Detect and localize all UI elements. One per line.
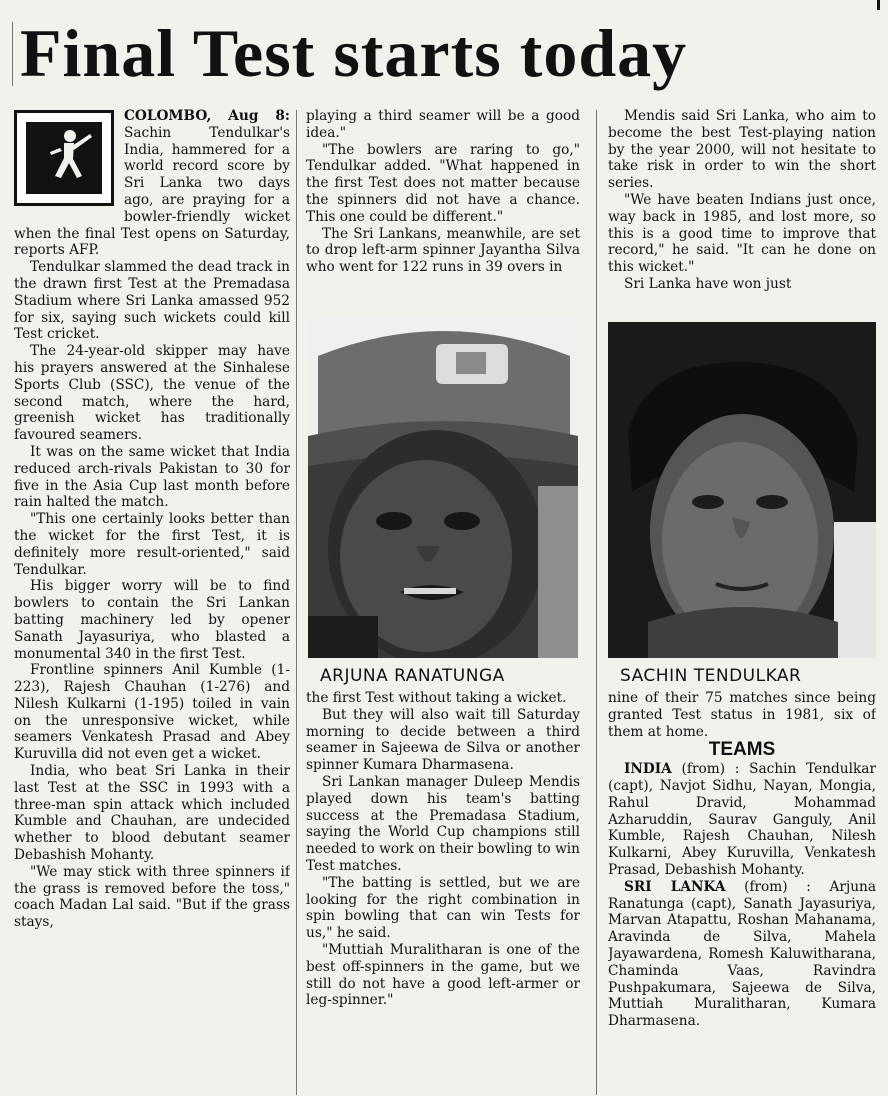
photo-arjuna-ranatunga bbox=[308, 316, 578, 658]
column-2-bottom bbox=[306, 690, 580, 1092]
article-paragraph: "The bowlers are raring to go," Tendulkar added. "What happened in the first Test does not matter because the spinners did not have a chance. This one could be different." bbox=[306, 141, 580, 225]
article-paragraph: "This one certainly looks better than the wicket for the first Test, it is definitely more result-oriented," said Tendulkar. bbox=[14, 511, 290, 578]
srilanka-team-list bbox=[608, 879, 876, 1030]
article-paragraph: It was on the same wicket that India reduced arch-rivals Pakistan to 30 for five in the Asia Cup last month before rain halted the match. bbox=[14, 443, 290, 511]
column-3-top bbox=[608, 108, 876, 310]
article-paragraph: Frontline spinners Anil Kumble (1-223), Rajesh Chauhan (1-276) and Nilesh Kulkarni (1-195) toiled in vain on the unresponsive wicket, while seamers Venkatesh Prasad and Abey Kuruvilla did not even get a wicket. bbox=[14, 662, 290, 763]
article-paragraph: "We may stick with three spinners if the grass is removed before the toss," coach Madan Lal said. "But if the grass stays, bbox=[14, 863, 290, 931]
column-3-bottom bbox=[608, 690, 876, 1092]
article-paragraph: "Muttiah Muralitharan is one of the best off-spinners in the game, but we still do not have a good left-armer or leg-spinner." bbox=[306, 941, 580, 1009]
photo-sachin-tendulkar bbox=[608, 322, 876, 658]
photo-caption-right: SACHIN TENDULKAR bbox=[620, 666, 802, 686]
article-paragraph: But they will also wait till Saturday morning to decide between a third seamer in Sajeewa de Silva or another spinner Kumara Dharmasena. bbox=[306, 706, 580, 774]
portrait-photo bbox=[308, 316, 578, 658]
dateline: COLOMBO, Aug 8: bbox=[124, 108, 290, 124]
article-paragraph: "We have beaten Indians just once, way back in 1985, and lost more, so this is a good time to improve that record," he said. "It can he done on this wicket." bbox=[608, 191, 876, 276]
team-name-srilanka: SRI LANKA bbox=[624, 878, 726, 895]
headline: Final Test starts today bbox=[20, 15, 688, 91]
left-border-line bbox=[12, 22, 13, 86]
team-players: (from) : Arjuna Ranatunga (capt), Sanath Jayasuriya, Marvan Atapattu, Roshan Mahanama, Aravinda de Silva, Mahela Jayawardena, Romesh Kaluwitharana, Chaminda Vaas, Ravindra Pushpakumara, Sajeewa de Silva, Muttiah Muralitharan, Kumara Dharmasena. bbox=[608, 878, 876, 1030]
article-paragraph: "The batting is settled, but we are looking for the right combination in spin bowling that can win Tests for us," he said. bbox=[306, 874, 580, 942]
article-paragraph: Sri Lanka have won just bbox=[624, 275, 792, 292]
article-paragraph: The 24-year-old skipper may have his prayers answered at the Sinhalese Sports Club (SSC), the venue of the second match, where the hard, greenish wicket has traditionally favoured seamers. bbox=[14, 343, 290, 444]
team-players: (from) : Sachin Tendulkar (capt), Navjot Sidhu, Nayan, Mongia, Rahul Dravid, Mohammad Azharuddin, Saurav Ganguly, Anil Kumble, Rajesh Chauhan, Nilesh Kulkarni, Abey Kuruvilla, Venkatesh Prasad, Debashish Mohanty. bbox=[608, 761, 876, 878]
portrait-photo bbox=[608, 322, 876, 658]
article-paragraph: nine of their 75 matches since being granted Test status in 1981, six of them at home. bbox=[608, 690, 876, 740]
article-paragraph: Sri Lankan manager Duleep Mendis played down his team's batting success at the Premadasa Stadium, saying the World Cup champions still needed to work on their bowling to win Test matches. bbox=[306, 773, 580, 874]
cricket-batsman-icon bbox=[26, 122, 102, 194]
article-paragraph: Tendulkar slammed the dead track in the drawn first Test at the Premadasa Stadium where Sri Lanka amassed 952 for six, saying such wickets could kill Test cricket. bbox=[14, 259, 290, 343]
photo-caption-left: ARJUNA RANATUNGA bbox=[320, 666, 505, 686]
india-team-list bbox=[608, 761, 876, 879]
article-paragraph: Mendis said Sri Lanka, who aim to become the best Test-playing nation by the year 2000, will not hesitate to take risk in order to win the short series. bbox=[608, 108, 876, 192]
article-paragraph: His bigger worry will be to find bowlers to contain the Sri Lankan batting machinery led by opener Sanath Jayasuriya, who blasted a monumental 340 in the first Test. bbox=[14, 578, 290, 662]
article-paragraph: The Sri Lankans, meanwhile, are set to drop left-arm spinner Jayantha Silva who went for 122 runs in 39 overs in bbox=[306, 225, 580, 276]
column-divider-1 bbox=[296, 110, 297, 1095]
column-divider-2 bbox=[596, 110, 597, 1095]
article-paragraph: playing a third seamer will be a good idea." bbox=[306, 108, 580, 141]
team-name-india: INDIA bbox=[624, 761, 672, 778]
teams-heading: TEAMS bbox=[708, 739, 776, 761]
article-paragraph: Sachin Tendulkar's India, hammered for a world record score by Sri Lanka two days ago, are praying for a bowler-friendly wicket when the final Test opens on Saturday, reports AFP. bbox=[14, 124, 290, 259]
section-logo bbox=[14, 110, 114, 206]
article-paragraph: the first Test without taking a wicket. bbox=[306, 690, 567, 706]
column-2-top bbox=[306, 108, 580, 310]
article-paragraph: India, who beat Sri Lanka in their last Test at the SSC in 1993 with a three-man spin attack which included Kumble and Chauhan, are undecided whether to blood debutant seamer Debashish Mohanty. bbox=[14, 763, 290, 864]
column-1 bbox=[14, 108, 290, 1092]
